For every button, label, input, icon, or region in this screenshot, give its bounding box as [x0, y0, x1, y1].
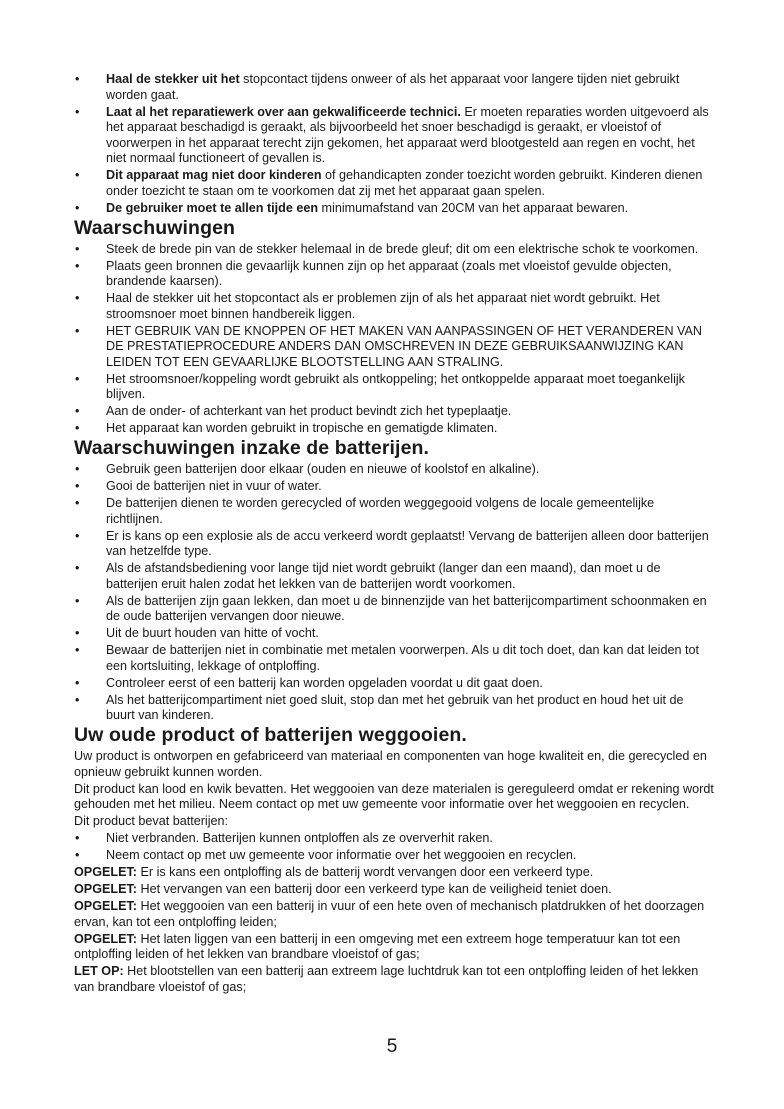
- caution-text: Het laten liggen van een batterij in een omgeving met een extreem hoge temperatuur kan tot een ontploffing leiden of het lekken van brandbare vloeistof of gas;: [74, 931, 681, 961]
- list-item: • Als de batterijen zijn gaan lekken, dan moet u de binnenzijde van het batterijcompartiment schoonmaken en de oude batterijen vervangen door nieuwe.: [74, 594, 714, 625]
- caution-label: OPGELET:: [74, 899, 137, 913]
- list-item: • Plaats geen bronnen die gevaarlijk kunnen zijn op het apparaat (zoals met vloeistof gevulde objecten, brandende kaarsen).: [74, 259, 714, 290]
- list-item: • Bewaar de batterijen niet in combinatie met metalen voorwerpen. Als u dit toch doet, dan kan dat leiden tot een kortsluiting, lekkage of ontploffing.: [74, 643, 714, 674]
- disposal-paragraph: Uw product is ontworpen en gefabriceerd van materiaal en componenten van hoge kwaliteit en, die gerecycled en opnieuw gebruikt kunnen worden.: [74, 749, 707, 779]
- list-item: • Gooi de batterijen niet in vuur of water.: [74, 479, 714, 495]
- item-text: minimumafstand van 20CM van het apparaat bewaren.: [318, 200, 629, 215]
- caution-note: [74, 882, 714, 898]
- caution-note: [74, 865, 714, 881]
- caution-label: OPGELET:: [74, 865, 137, 879]
- bold-lead: Haal de stekker uit het: [106, 72, 240, 86]
- bold-lead: Dit apparaat mag niet door kinderen: [106, 168, 322, 182]
- caution-note: [74, 964, 714, 995]
- caution-note: [74, 899, 714, 930]
- section-heading-warnings: Waarschuwingen: [74, 216, 236, 239]
- list-item: • Niet verbranden. Batterijen kunnen ontploffen als ze oververhit raken.: [74, 831, 714, 847]
- battery-warnings-list: [74, 462, 714, 724]
- section-heading-battery-warnings: Waarschuwingen inzake de batterijen.: [74, 437, 430, 459]
- list-item: [74, 168, 714, 199]
- list-item: [74, 201, 714, 217]
- list-item: • Aan de onder- of achterkant van het product bevindt zich het typeplaatje.: [74, 404, 714, 420]
- bold-lead: Laat al het reparatiewerk over aan gekwalificeerde technici.: [106, 104, 461, 119]
- warnings-list: [74, 242, 714, 437]
- caution-label: OPGELET:: [74, 931, 137, 946]
- list-item: • Het apparaat kan worden gebruikt in tropische en gematigde klimaten.: [74, 421, 714, 437]
- document-page: [74, 72, 714, 997]
- list-item: • Het stroomsnoer/koppeling wordt gebruikt als ontkoppeling; het ontkoppelde apparaat moet toegankelijk blijven.: [74, 372, 714, 403]
- list-item: [74, 72, 714, 103]
- caution-text: Het blootstellen van een batterij aan extreem lage luchtdruk kan tot een ontploffing leiden of het lekken van brandbare vloeistof of gas;: [74, 964, 699, 994]
- caution-text: Het vervangen van een batterij door een verkeerd type kan de veiligheid teniet doen.: [136, 882, 612, 896]
- list-item: • HET GEBRUIK VAN DE KNOPPEN OF HET MAKEN VAN AANPASSINGEN OF HET VERANDEREN VAN DE PRESTATIEPROCEDURE ANDERS DAN OMSCHREVEN IN DEZE GEBRUIKSAANWIJZING KAN LEIDEN TOT EEN GEVAARLIJKE BLOOTSTELLING AAN STRALING.: [74, 324, 714, 371]
- disposal-list: [74, 831, 714, 864]
- caution-text: Er is kans een ontploffing als de batterij wordt vervangen door een verkeerd type.: [136, 865, 594, 879]
- caution-text: Het weggooien van een batterij in vuur of een hete oven of mechanisch platdrukken of het doorzagen ervan, kan tot een ontploffing leiden;: [74, 899, 705, 929]
- caution-label: OPGELET:: [74, 882, 137, 896]
- bold-lead: De gebruiker moet te allen tijde een: [106, 200, 319, 215]
- list-item: • Als de afstandsbediening voor lange tijd niet wordt gebruikt (langer dan een maand), dan moet u de batterijen eruit halen zodat het lekken van de batterijen wordt voorkomen.: [74, 561, 714, 592]
- section-heading-disposal: Uw oude product of batterijen weggooien.: [74, 724, 467, 746]
- item-text: Er moeten reparaties worden uitgevoerd als het apparaat beschadigd is geraakt, als bijvoorbeeld het snoer beschadigd is geraakt, er vloeistof of voorwerpen in het apparaat terecht zijn gekomen, het apparaat werd blootgesteld aan regen en vocht, het niet normaal functioneert of gevallen is.: [106, 104, 709, 165]
- list-item: • Uit de buurt houden van hitte of vocht.: [74, 626, 714, 642]
- caution-note: [74, 932, 714, 963]
- list-item: • Gebruik geen batterijen door elkaar (ouden en nieuwe of koolstof en alkaline).: [74, 462, 714, 478]
- intro-list: [74, 72, 714, 216]
- item-text: stopcontact tijdens onweer of als het apparaat voor langere tijden niet gebruikt worden gaat.: [106, 72, 680, 102]
- list-item: • Er is kans op een explosie als de accu verkeerd wordt geplaatst! Vervang de batterijen alleen door batterijen van hetzelfde type.: [74, 529, 714, 560]
- list-item: • Als het batterijcompartiment niet goed sluit, stop dan met het gebruik van het product en houd het uit de buurt van kinderen.: [74, 693, 714, 724]
- caution-label: LET OP:: [74, 964, 124, 978]
- list-item: • Controleer eerst of een batterij kan worden opgeladen voordat u dit gaat doen.: [74, 676, 714, 692]
- list-item: • De batterijen dienen te worden gerecycled of worden weggegooid volgens de locale gemeentelijke richtlijnen.: [74, 496, 714, 527]
- list-item: [74, 105, 714, 167]
- disposal-paragraph: Dit product kan lood en kwik bevatten. Het weggooien van deze materialen is gereguleerd omdat er rekening wordt gehouden met het milieu. Neem contact op met uw gemeente voor informatie over het weggooien en recyclen.: [74, 781, 714, 811]
- list-item: • Steek de brede pin van de stekker helemaal in de brede gleuf; dit om een elektrische schok te voorkomen.: [74, 242, 714, 258]
- list-item: • Haal de stekker uit het stopcontact als er problemen zijn of als het apparaat niet wordt gebruikt. Het stroomsnoer moet binnen handbereik liggen.: [74, 291, 714, 322]
- list-item: • Neem contact op met uw gemeente voor informatie over het weggooien en recyclen.: [74, 848, 714, 864]
- disposal-paragraph: Dit product bevat batterijen:: [74, 814, 229, 828]
- page-number: 5: [386, 1036, 398, 1057]
- item-text: of gehandicapten zonder toezicht worden gebruikt. Kinderen dienen onder toezicht te staan om te voorkomen dat zij met het apparaat gaan spelen.: [106, 168, 703, 198]
